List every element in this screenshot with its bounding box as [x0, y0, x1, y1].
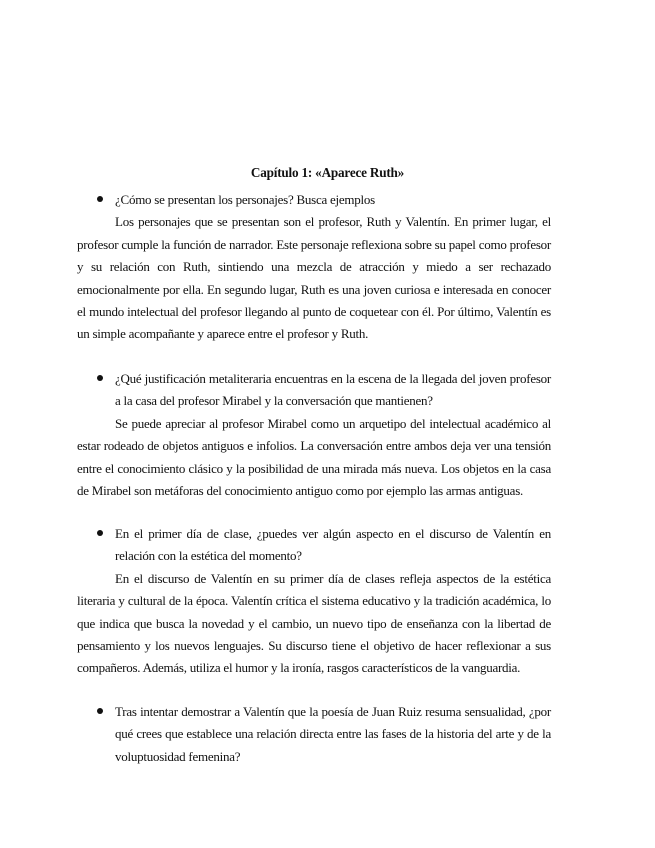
question-section	[77, 523, 551, 680]
question-item	[77, 368, 551, 413]
question-item	[77, 523, 551, 568]
question-section	[77, 189, 551, 346]
question-section	[77, 368, 551, 502]
question-section	[77, 701, 551, 768]
answer-paragraph: Se puede apreciar al profesor Mirabel como un arquetipo del intelectual académico al estar rodeado de objetos antiguos e infolios. La conversación entre ambos deja ver una tensión entre el conocimiento clásico y la posibilidad de una mirada más nueva. Los objetos en la casa de Mirabel son metáforas del conocimiento antiguo como por ejemplo las armas antiguas.	[77, 415, 551, 499]
chapter-title: Capítulo 1: «Aparece Ruth»	[250, 165, 405, 180]
bullet-icon	[97, 708, 103, 714]
question-item	[77, 701, 551, 768]
bullet-icon	[97, 196, 103, 202]
bullet-icon	[97, 375, 103, 381]
question-text: ¿Qué justificación metaliteraria encuentras en la escena de la llegada del joven profesor a la casa del profesor Mirabel y la conversación que mantienen?	[115, 371, 551, 409]
question-text: Tras intentar demostrar a Valentín que la poesía de Juan Ruiz resuma sensualidad, ¿por qué crees que establece una relación directa entre las fases de la historia del arte y de la voluptuosidad femenina?	[115, 704, 551, 764]
question-text: En el primer día de clase, ¿puedes ver algún aspecto en el discurso de Valentín en relación con la estética del momento?	[115, 526, 551, 564]
question-text: ¿Cómo se presentan los personajes? Busca ejemplos	[115, 192, 375, 207]
answer-paragraph: En el discurso de Valentín en su primer día de clases refleja aspectos de la estética literaria y cultural de la época. Valentín crítica el sistema educativo y la tradición académica, lo que indica que busca la novedad y el cambio, un nuevo tipo de enseñanza con la libertad de pensamiento y los nuevos lenguajes. Su discurso tiene el objetivo de hacer reflexionar a sus compañeros. Además, utiliza el humor y la ironía, rasgos característicos de la vanguardia.	[77, 570, 551, 676]
bullet-icon	[97, 530, 103, 536]
question-item	[77, 189, 551, 211]
answer-paragraph: Los personajes que se presentan son el profesor, Ruth y Valentín. En primer lugar, el profesor cumple la función de narrador. Este personaje reflexiona sobre su papel como profesor y su relación con Ruth, sintiendo una mezcla de atracción y miedo a ser rechazado emocionalmente por ella. En segundo lugar, Ruth es una joven curiosa e interesada en conocer el mundo intelectual del profesor llegando al punto de coquetear con él. Por último, Valentín es un simple acompañante y aparece entre el profesor y Ruth.	[77, 214, 551, 342]
